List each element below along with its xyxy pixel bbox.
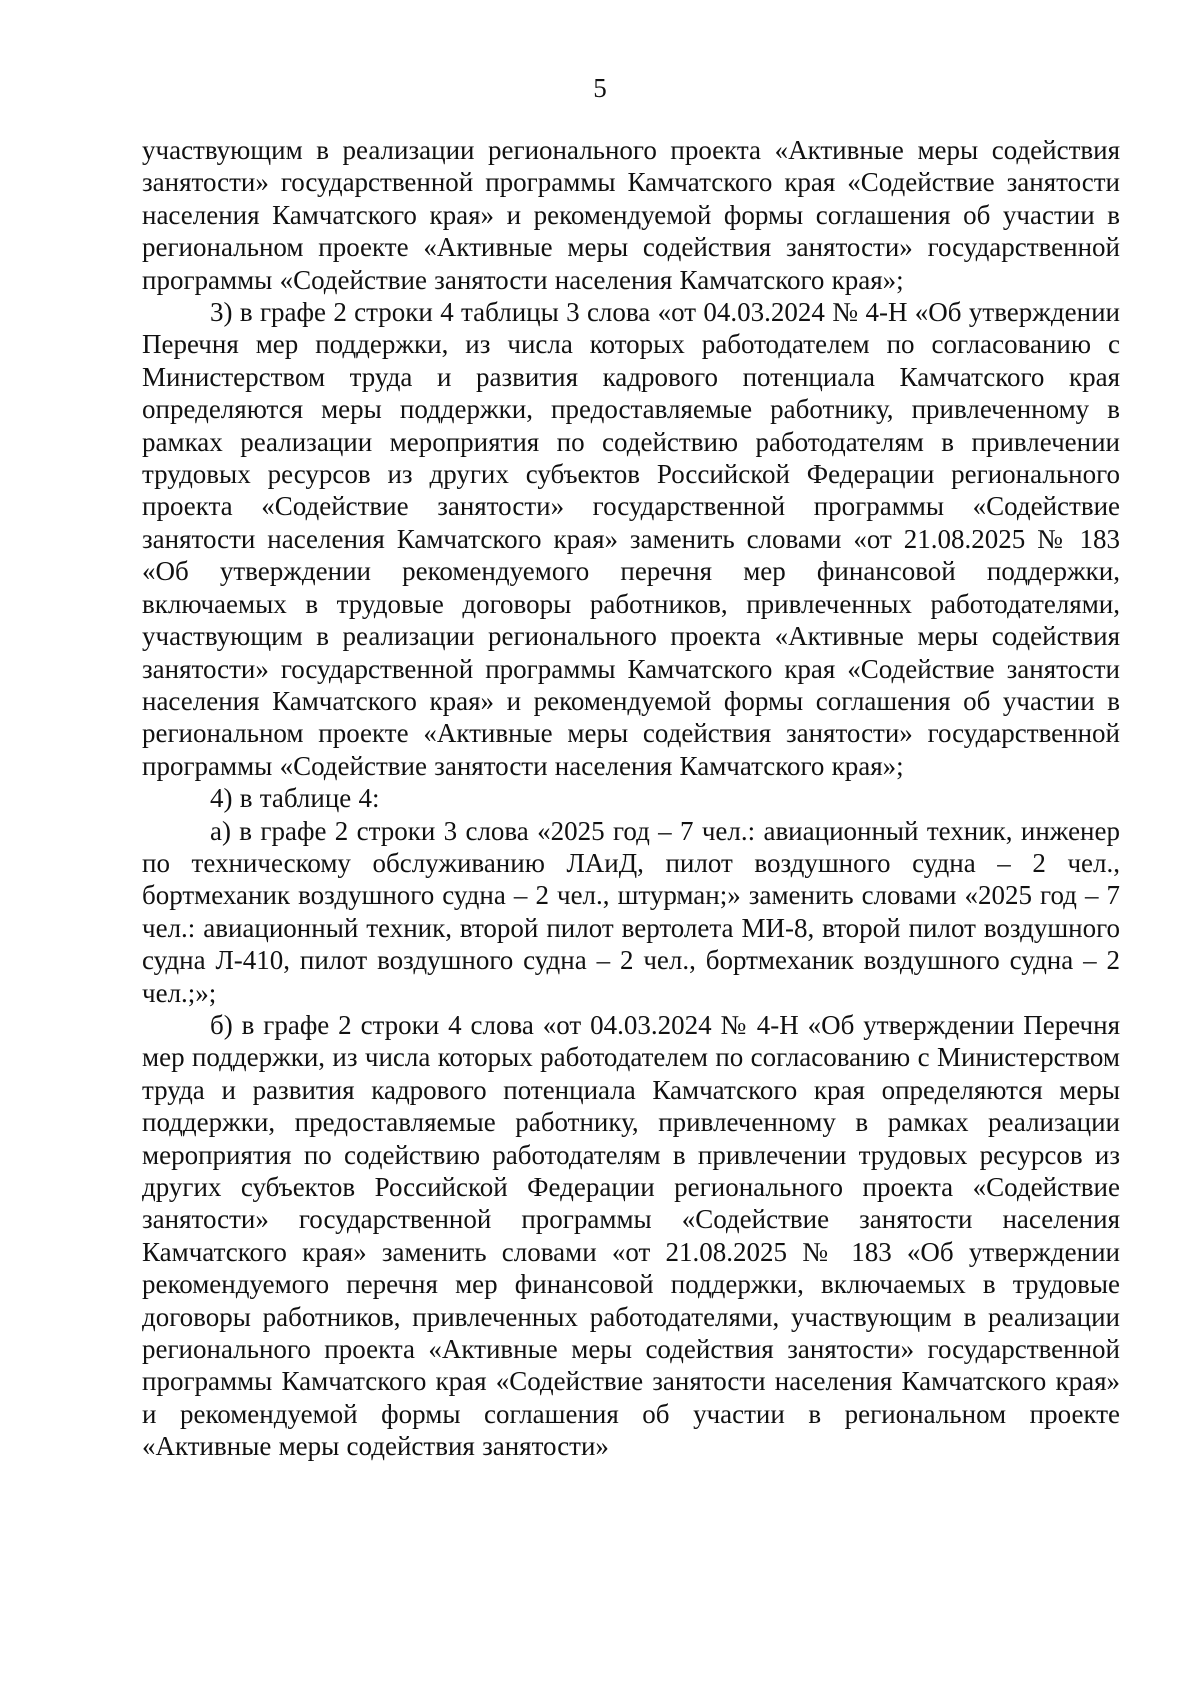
paragraph-item-3: 3) в графе 2 строки 4 таблицы 3 слова «от 04.03.2024 № 4-Н «Об утверждении Перечня мер поддержки, из числа которых работодателем по согласованию с Министерством труда и развития кадрового потенциала Камчатского края определяются меры поддержки, предоставляемые работнику, привлеченному в рамках реализации мероприятия по содействию работодателям в привлечении трудовых ресурсов из других субъектов Российской Федерации регионального проекта «Содействие занятости» государственной программы «Содействие занятости населения Камчатского края» заменить словами «от 21.08.2025 № 183 «Об утверждении рекомендуемого перечня мер финансовой поддержки, включаемых в трудовые договоры работников, привлеченных работодателями, участвующим в реализации регионального проекта «Активные меры содействия занятости» государственной программы Камчатского края «Содействие занятости населения Камчатского края» и рекомендуемой формы соглашения об участии в региональном проекте «Активные меры содействия занятости» государственной программы «Содействие занятости населения Камчатского края»; (142, 297, 1120, 781)
paragraph-item-4b: б) в графе 2 строки 4 слова «от 04.03.2024 № 4-Н «Об утверждении Перечня мер поддержки, из числа которых работодателем по согласованию с Министерством труда и развития кадрового потенциала Камчатского края определяются меры поддержки, предоставляемые работнику, привлеченному в рамках реализации мероприятия по содействию работодателям в привлечении трудовых ресурсов из других субъектов Российской Федерации регионального проекта «Содействие занятости» государственной программы «Содействие занятости населения Камчатского края» заменить словами «от 21.08.2025 № 183 «Об утверждении рекомендуемого перечня мер финансовой поддержки, включаемых в трудовые договоры работников, привлеченных работодателями, участвующим в реализации регионального проекта «Активные меры содействия занятости» государственной программы Камчатского края «Содействие занятости населения Камчатского края» и рекомендуемой формы соглашения об участии в региональном проекте «Активные меры содействия занятости» (142, 1009, 1120, 1462)
page-number: 5 (593, 73, 607, 103)
document-body (142, 134, 1120, 1463)
paragraph-continuation: участвующим в реализации регионального проекта «Активные меры содействия занятости» государственной программы Камчатского края «Содействие занятости населения Камчатского края» и рекомендуемой формы соглашения об участии в региональном проекте «Активные меры содействия занятости» государственной программы «Содействие занятости населения Камчатского края»; (142, 135, 1120, 295)
paragraph-item-4: 4) в таблице 4: (210, 783, 380, 814)
paragraph-item-4a: а) в графе 2 строки 3 слова «2025 год – 7 чел.: авиационный техник, инженер по техническому обслуживанию ЛАиД, пилот воздушного судна – 2 чел., бортмеханик воздушного судна – 2 чел., штурман;» заменить словами «2025 год – 7 чел.: авиационный техник, второй пилот вертолета МИ-8, второй пилот воздушного судна Л-410, пилот воздушного судна – 2 чел., бортмеханик воздушного судна – 2 чел.;»; (142, 815, 1120, 1008)
